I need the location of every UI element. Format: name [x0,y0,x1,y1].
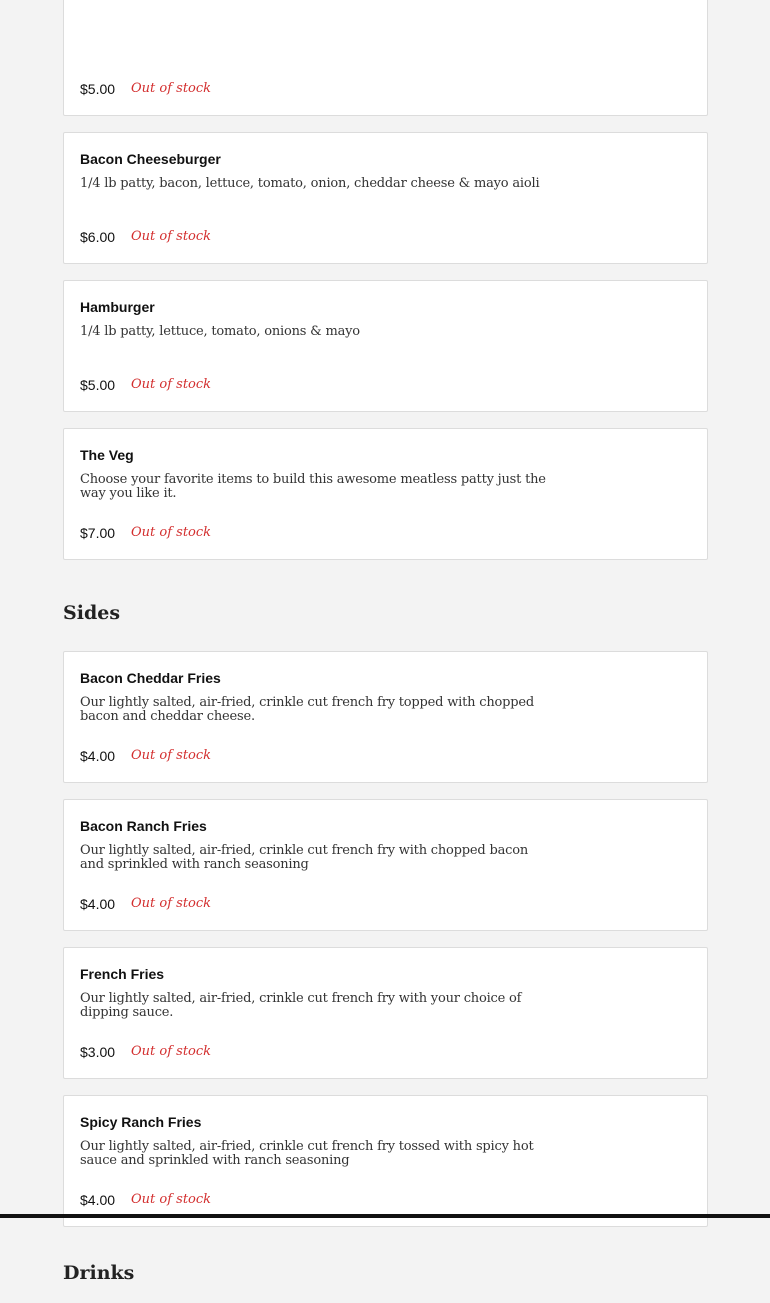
item-price: $5.00 [80,377,116,393]
out-of-stock-label: Out of stock [131,229,212,244]
section-title-sides: Sides [63,602,121,624]
out-of-stock-label: Out of stock [131,525,212,540]
out-of-stock-label: Out of stock [131,896,212,911]
item-name: The Veg [80,447,134,463]
section-title-drinks: Drinks [63,1262,135,1284]
out-of-stock-label: Out of stock [131,81,212,96]
menu-item-card[interactable] [63,651,708,783]
menu-item-card[interactable] [63,428,708,560]
item-price: $7.00 [80,525,116,541]
item-description: Choose your favorite items to build this awesome meatless patty just the way you like it. [80,472,546,501]
item-name: Bacon Cheeseburger [80,151,221,167]
menu-item-card[interactable] [63,799,708,931]
menu-item-card[interactable] [63,280,708,412]
menu-item-card[interactable] [63,0,708,116]
item-price: $3.00 [80,1044,116,1060]
item-description: 1/4 lb patty, bacon, lettuce, tomato, onion, cheddar cheese & mayo aioli [80,176,540,191]
menu-item-card[interactable] [63,947,708,1079]
item-name: Bacon Cheddar Fries [80,670,221,686]
item-price: $5.00 [80,81,116,97]
item-description: Our lightly salted, air-fried, crinkle cut french fry topped with chopped bacon and cheddar cheese. [80,695,534,724]
item-price: $4.00 [80,896,116,912]
item-description: 1/4 lb patty, lettuce, tomato, onions & mayo [80,324,360,339]
out-of-stock-label: Out of stock [131,377,212,392]
out-of-stock-label: Out of stock [131,1192,212,1207]
item-description: Our lightly salted, air-fried, crinkle cut french fry with your choice of dipping sauce. [80,991,522,1020]
out-of-stock-label: Out of stock [131,748,212,763]
out-of-stock-label: Out of stock [131,1044,212,1059]
item-name: French Fries [80,966,165,982]
item-name: Spicy Ranch Fries [80,1114,202,1130]
item-description: Our lightly salted, air-fried, crinkle cut french fry tossed with spicy hot sauce and sprinkled with ranch seasoning [80,1139,534,1168]
item-name: Bacon Ranch Fries [80,818,207,834]
menu-list [63,0,708,1293]
item-price: $4.00 [80,748,116,764]
bottom-bar [0,1214,770,1218]
menu-item-card[interactable] [63,1095,708,1227]
item-price: $6.00 [80,229,116,245]
item-name: Hamburger [80,299,155,315]
item-description: Our lightly salted, air-fried, crinkle cut french fry with chopped bacon and sprinkled with ranch seasoning [80,843,529,872]
menu-item-card[interactable] [63,132,708,264]
item-price: $4.00 [80,1192,116,1208]
